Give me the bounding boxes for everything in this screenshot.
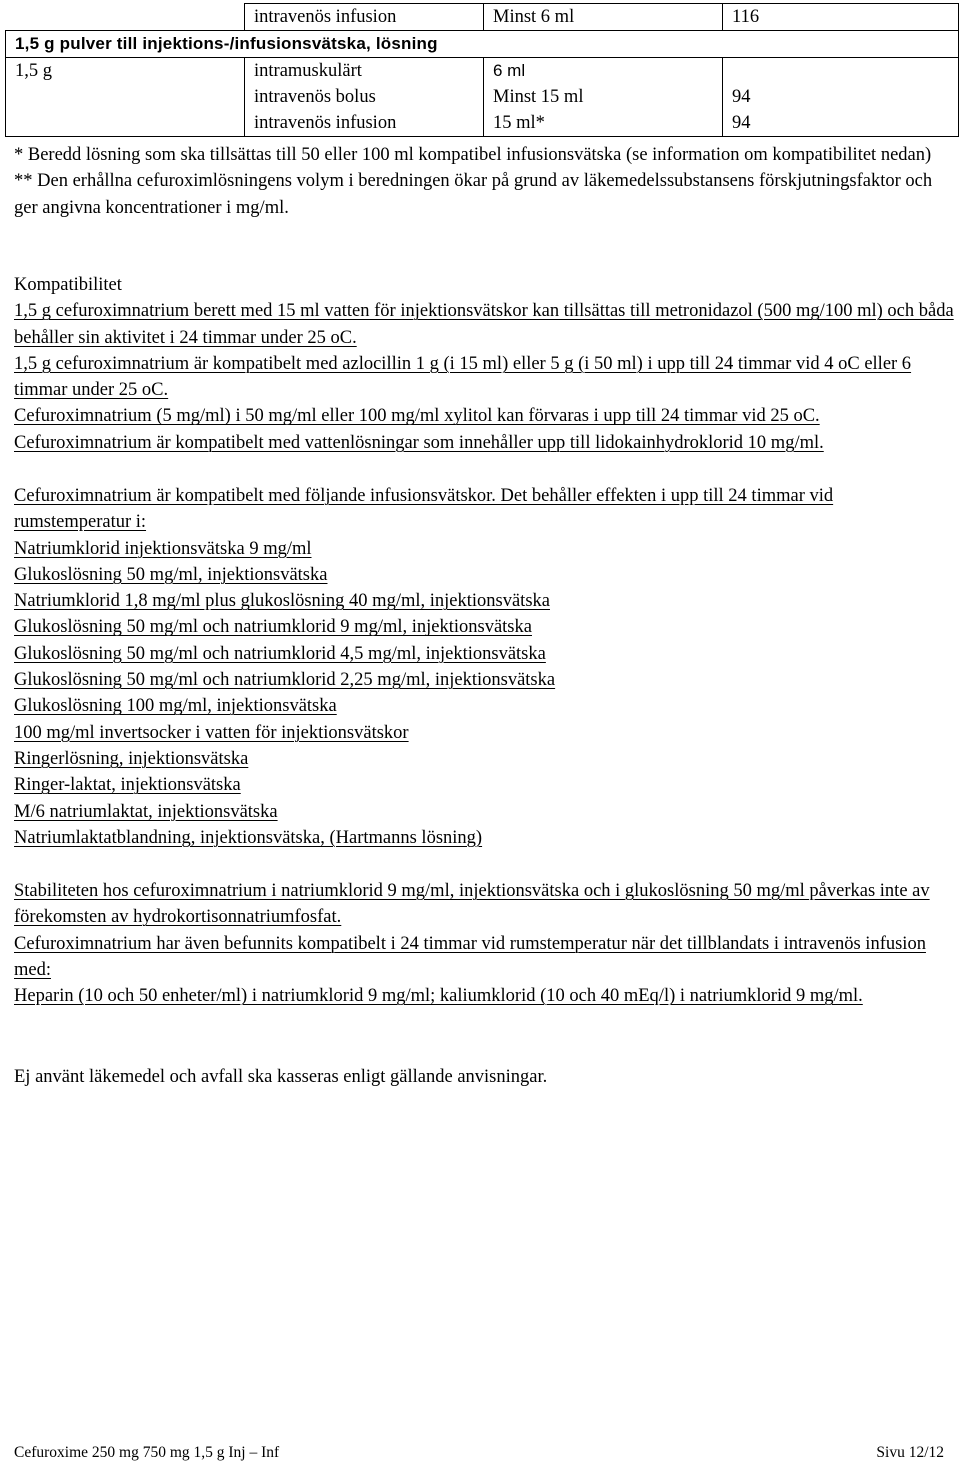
stability-paragraph: Heparin (10 och 50 enheter/ml) i natriumklorid 9 mg/ml; kaliumklorid (10 och 40 mEq/l) i natriumklorid 9 mg/ml. xyxy=(14,986,863,1007)
table-section-heading-row xyxy=(6,31,959,58)
section-heading: 1,5 g pulver till injektions-/infusionsvätska, lösning xyxy=(6,31,959,58)
dose-table xyxy=(5,3,959,137)
disposal-text: Ej använt läkemedel och avfall ska kasseras enligt gällande anvisningar. xyxy=(14,1067,548,1087)
infusion-intro: Cefuroximnatrium är kompatibelt med följande infusionsvätskor. Det behåller effekten i upp till 24 timmar vid rumstemperatur i: xyxy=(14,486,834,533)
list-item: Glukoslösning 50 mg/ml och natriumklorid 9 mg/ml, injektionsvätska xyxy=(14,617,532,638)
disposal-section xyxy=(14,1064,954,1090)
stability-section xyxy=(14,878,954,1009)
stability-paragraph: Cefuroximnatrium har även befunnits kompatibelt i 24 timmar vid rumstemperatur när det tillblandats i intravenös infusion med: xyxy=(14,933,926,980)
concentration-text xyxy=(732,58,958,84)
footnote-displacement: ** Den erhållna cefuroximlösningens volym i beredningen ökar på grund av läkemedelssubstansens förskjutningsfaktor och ger angivna koncentrationer i mg/ml. xyxy=(14,171,933,218)
footnote-reconstitution: * Beredd lösning som ska tillsättas till 50 eller 100 ml kompatibel infusionsvätska (se information om kompatibilitet nedan) xyxy=(14,145,932,165)
compatibility-heading: Kompatibilitet xyxy=(14,275,122,295)
compatibility-paragraph: Cefuroximnatrium är kompatibelt med vattenlösningar som innehåller upp till lidokainhydroklorid 10 mg/ml. xyxy=(14,432,824,453)
footer-page-number: Sivu 12/12 xyxy=(876,1444,944,1461)
list-item: 100 mg/ml invertsocker i vatten för injektionsvätskor xyxy=(14,722,409,743)
list-item: Natriumklorid injektionsvätska 9 mg/ml xyxy=(14,538,312,559)
concentration-text: 94 xyxy=(732,87,751,107)
compatibility-section xyxy=(14,272,954,456)
route-text: intravenös bolus xyxy=(254,87,376,107)
route-text: intravenös infusion xyxy=(254,113,397,133)
compatibility-paragraph: 1,5 g cefuroximnatrium berett med 15 ml vatten för injektionsvätskor kan tillsättas till metronidazol (500 mg/100 ml) och båda behåller sin aktivitet i 24 timmar under 25 oC. xyxy=(14,301,954,348)
volume-text: Minst 15 ml xyxy=(493,87,584,107)
strength-cell: 1,5 g xyxy=(6,58,245,137)
volume-text: 15 ml* xyxy=(493,113,545,133)
table-row xyxy=(6,4,959,31)
compatibility-paragraph: 1,5 g cefuroximnatrium är kompatibelt med azlocillin 1 g (i 15 ml) eller 5 g (i 50 ml) i upp till 24 timmar vid 4 oC eller 6 timmar under 25 oC. xyxy=(14,353,912,401)
footnotes xyxy=(14,142,954,221)
concentrations-cell xyxy=(723,58,959,137)
list-item: Glukoslösning 50 mg/ml och natriumklorid 4,5 mg/ml, injektionsvätska xyxy=(14,643,546,664)
infusion-section xyxy=(14,483,954,851)
stability-paragraph: Stabiliteten hos cefuroximnatrium i natriumklorid 9 mg/ml, injektionsvätska och i glukoslösning 50 mg/ml påverkas inte av förekomsten av hydrokortisonnatriumfosfat. xyxy=(14,881,930,928)
list-item: Glukoslösning 50 mg/ml och natriumklorid 2,25 mg/ml, injektionsvätska xyxy=(14,670,556,691)
route-cell: intravenös infusion xyxy=(245,4,484,31)
route-text: intramuskulärt xyxy=(254,61,362,81)
routes-cell xyxy=(245,58,484,137)
list-item: Ringer-laktat, injektionsvätska xyxy=(14,775,241,796)
list-item: Natriumklorid 1,8 mg/ml plus glukoslösning 40 mg/ml, injektionsvätska xyxy=(14,591,550,612)
footer-document-title: Cefuroxime 250 mg 750 mg 1,5 g Inj – Inf xyxy=(14,1444,280,1461)
compatibility-paragraph: Cefuroximnatrium (5 mg/ml) i 50 mg/ml eller 100 mg/ml xylitol kan förvaras i upp till 24 timmar vid 25 oC. xyxy=(14,406,820,427)
list-item: Natriumlaktatblandning, injektionsvätska, (Hartmanns lösning) xyxy=(14,827,483,848)
list-item: Ringerlösning, injektionsvätska xyxy=(14,748,249,769)
concentration-cell: 116 xyxy=(723,4,959,31)
concentration-text: 94 xyxy=(732,113,751,133)
list-item: M/6 natriumlaktat, injektionsvätska xyxy=(14,801,278,822)
volume-text: 6 ml xyxy=(493,61,526,80)
page-footer xyxy=(14,1444,944,1462)
list-item: Glukoslösning 100 mg/ml, injektionsvätska xyxy=(14,696,337,717)
list-item: Glukoslösning 50 mg/ml, injektionsvätska xyxy=(14,564,328,585)
table-row xyxy=(6,58,959,137)
volumes-cell xyxy=(484,58,723,137)
empty-cell xyxy=(6,4,245,31)
volume-cell: Minst 6 ml xyxy=(484,4,723,31)
